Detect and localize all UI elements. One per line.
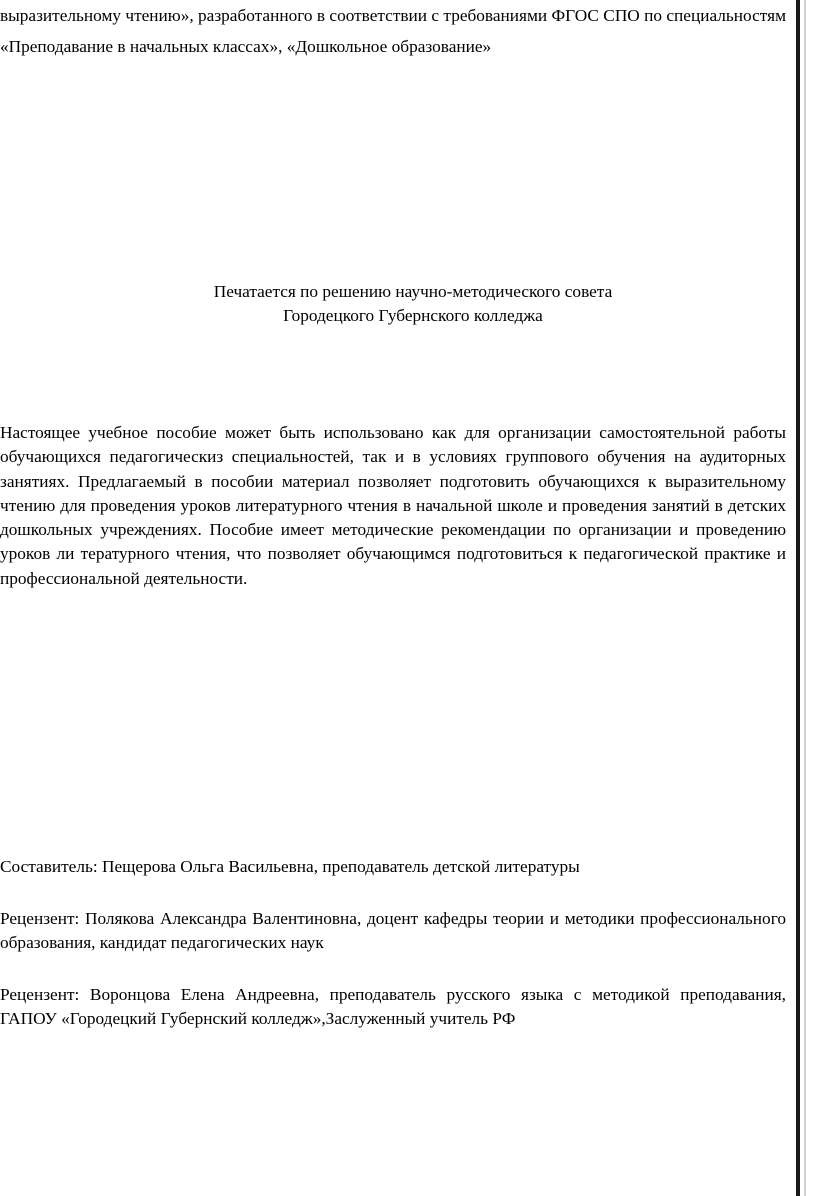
page-edge-margin — [804, 0, 816, 1196]
compiler-line: Составитель: Пещерова Ольга Васильевна, преподаватель детской литературы — [0, 857, 580, 876]
page-edge-rule — [796, 0, 800, 1196]
description-paragraph: Настоящее учебное пособие может быть использовано как для организации самостоятельной работы обучающихся педагогическиз специальностей, так и в условиях группового обучения на аудиторных занятиях. Предлагаемый в пособии материал позволяет подготовить обучающихся к выразительному чтению для проведения уроков литературного чтения в начальной школе и проведения занятий в детских дошкольных учреждениях. Пособие имеет методические рекомендации по организации и проведению уроков ли тературного чтения, что позволяет обучающимся подготовиться к педагогической практике и профессиональной деятельности. — [0, 423, 786, 588]
reviewer-2-paragraph: Рецензент: Воронцова Елена Андреевна, преподаватель русского языка с методикой преподавания, ГАПОУ «Городецкий Губернский колледж»,Заслуженный учитель РФ — [0, 985, 786, 1028]
top-paragraph: выразительному чтению», разработанного в соответствии с требованиями ФГОС СПО по специальностям «Преподавание в начальных классах», «Дошкольное образование» — [0, 6, 786, 56]
approval-line-2: Городецкого Губернского колледжа — [283, 306, 543, 325]
approval-notice — [20, 280, 806, 328]
reviewer-1-paragraph: Рецензент: Полякова Александра Валентиновна, доцент кафедры теории и методики профессионального образования, кандидат педагогических наук — [0, 909, 786, 952]
approval-line-1: Печатается по решению научно-методического совета — [213, 282, 613, 301]
